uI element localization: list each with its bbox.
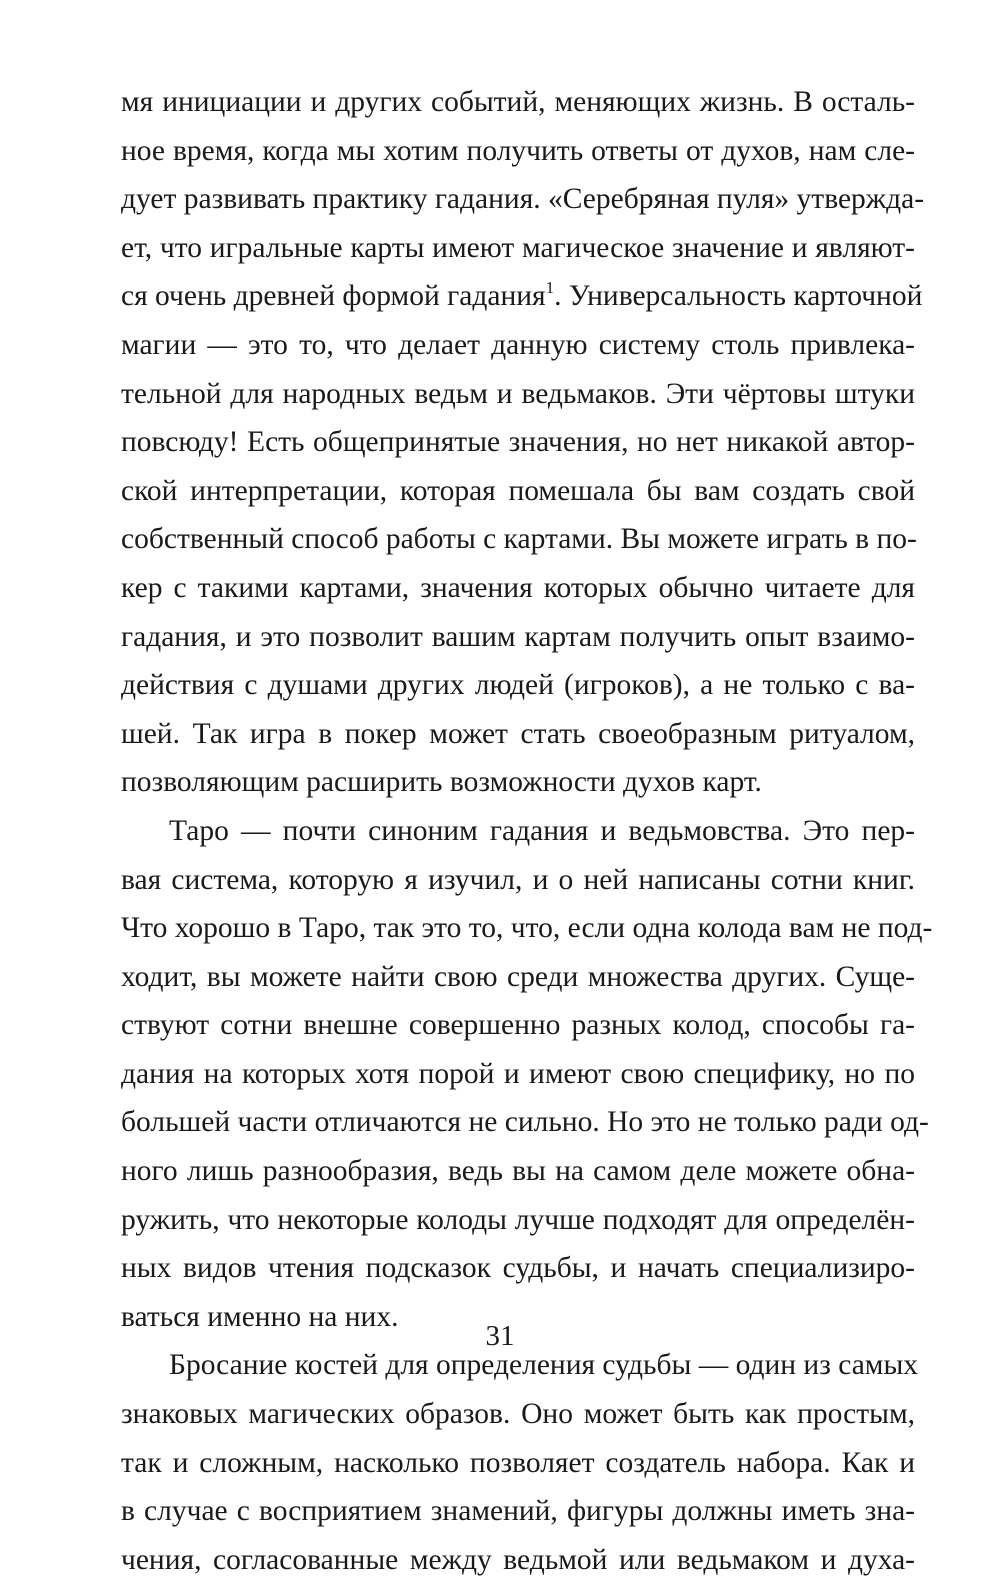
text-line: кер с такими картами, значения которых обычно читаете для <box>121 571 915 604</box>
text-line: чения, согласованные между ведьмой или ведьмаком и духа- <box>121 1543 915 1576</box>
paragraph-first-line: Таро — почти синоним гадания и ведьмовства. Это пер- <box>169 814 915 847</box>
text-line: ных видов чтения подсказок судьбы, и начать специализиро- <box>121 1252 915 1285</box>
text-line: дует развивать практику гадания. «Серебряная пуля» утвержда- <box>121 183 925 216</box>
text-line: ное время, когда мы хотим получить ответы от духов, нам сле- <box>121 134 915 167</box>
text-line: ет, что игральные карты имеют магическое значение и являют- <box>121 231 915 264</box>
text-line: гадания, и это позволит вашим картам получить опыт взаимо- <box>121 620 915 653</box>
paragraph-first-line: Бросание костей для определения судьбы — один из самых <box>169 1349 919 1382</box>
text-line: собственный способ работы с картами. Вы можете играть в по- <box>121 523 917 556</box>
body-text <box>121 78 933 1584</box>
text-line: ствуют сотни внешне совершенно разных колод, способы га- <box>121 1009 915 1042</box>
page-number: 31 <box>485 1320 515 1352</box>
text-line: ваться именно на них. <box>121 1300 399 1333</box>
text-line <box>121 272 923 321</box>
text-line: магии — это то, что делает данную систему столь привлека- <box>121 328 915 361</box>
text-line: ходит, вы можете найти свою среди множества других. Суще- <box>121 960 915 993</box>
text-line: ного лишь разнообразия, ведь вы на самом деле можете обна- <box>121 1155 915 1188</box>
text-line: тельной для народных ведьм и ведьмаков. Эти чёртовы штуки <box>121 377 915 410</box>
text-line: в случае с восприятием знамений, фигуры должны иметь зна- <box>121 1495 915 1528</box>
text-line: действия с душами других людей (игроков), а не только с ва- <box>121 669 915 702</box>
text-line: вая система, которую я изучил, и о ней написаны сотни книг. <box>121 863 915 896</box>
text-line: шей. Так игра в покер может стать своеобразным ритуалом, <box>121 717 915 750</box>
text-line-part: . Универсальность карточной <box>554 280 923 313</box>
text-line: мя инициации и других событий, меняющих жизнь. В осталь- <box>121 86 915 118</box>
text-line: дания на которых хотя порой и имеют свою специфику, но по <box>121 1057 915 1090</box>
text-line: позволяющим расширить возможности духов карт. <box>121 766 762 799</box>
text-line: повсюду! Есть общепринятые значения, но нет никакой автор- <box>121 426 915 459</box>
text-line: знаковых магических образов. Оно может быть как простым, <box>121 1398 915 1431</box>
text-line: ской интерпретации, которая помешала бы вам создать свой <box>121 474 915 507</box>
footnote-marker[interactable]: 1 <box>545 278 555 298</box>
text-line: так и сложным, насколько позволяет создатель набора. Как и <box>121 1446 915 1479</box>
text-line-part: ся очень древней формой гадания <box>121 280 546 313</box>
text-line: ружить, что некоторые колоды лучше подходят для определён- <box>121 1203 915 1236</box>
text-line: большей части отличаются не сильно. Но это не только ради од- <box>121 1106 929 1139</box>
text-line: Что хорошо в Таро, так это то, что, если одна колода вам не под- <box>121 912 933 945</box>
